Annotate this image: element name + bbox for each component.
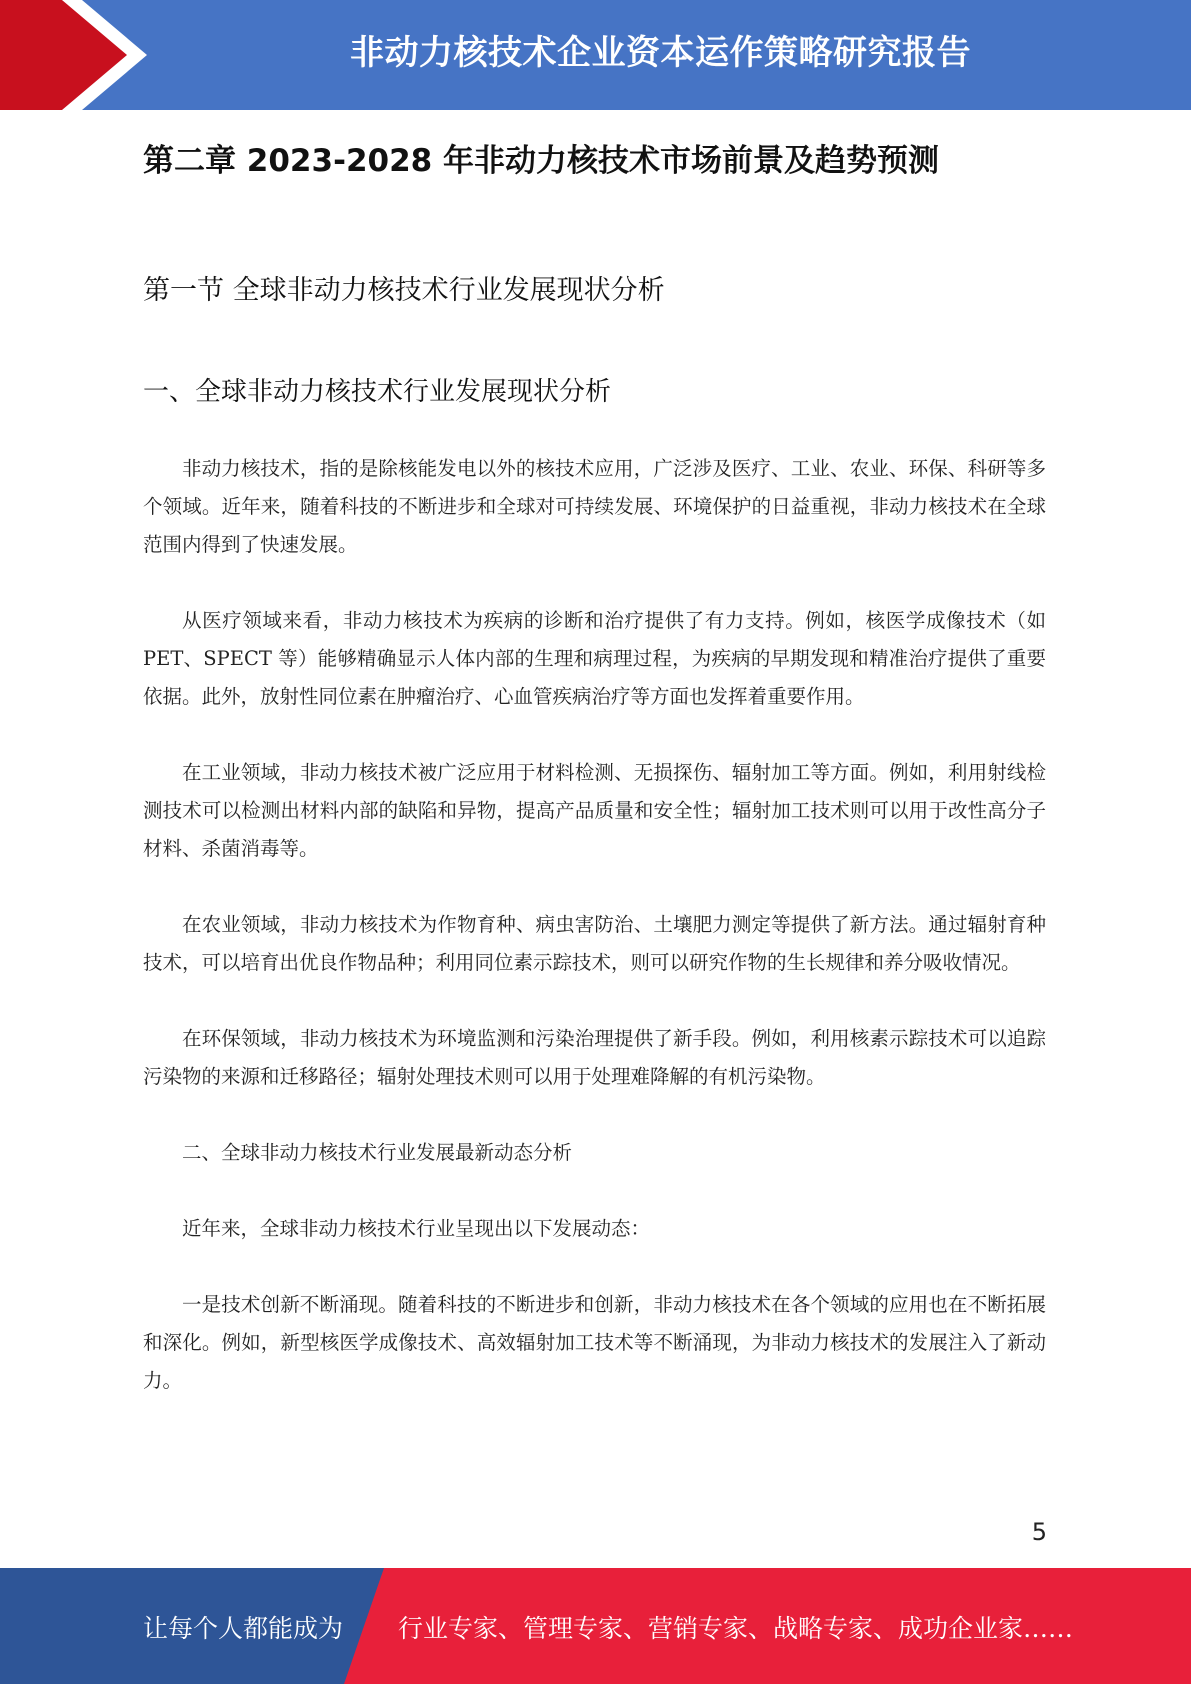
paragraph-agriculture: 在农业领域，非动力核技术为作物育种、病虫害防治、土壤肥力测定等提供了新方法。通过辐射育种技术，可以培育出优良作物品种；利用同位素示踪技术，则可以研究作物的生长规律和养分吸收情况。 xyxy=(143,913,1046,974)
chapter-title: 第二章 2023-2028 年非动力核技术市场前景及趋势预测 xyxy=(143,143,940,179)
section-title: 第一节 全球非动力核技术行业发展现状分析 xyxy=(143,275,665,306)
paragraph-innovation: 一是技术创新不断涌现。随着科技的不断进步和创新，非动力核技术在各个领域的应用也在不断拓展和深化。例如，新型核医学成像技术、高效辐射加工技术等不断涌现，为非动力核技术的发展注入了新动力。 xyxy=(143,1293,1046,1392)
body-text xyxy=(143,450,1046,1400)
paragraph-environment: 在环保领域，非动力核技术为环境监测和污染治理提供了新手段。例如，利用核素示踪技术可以追踪污染物的来源和迁移路径；辐射处理技术则可以用于处理难降解的有机污染物。 xyxy=(143,1027,1046,1088)
footer-slogan-left: 让每个人都能成为 xyxy=(143,1614,344,1643)
paragraph-industry: 在工业领域，非动力核技术被广泛应用于材料检测、无损探伤、辐射加工等方面。例如，利用射线检测技术可以检测出材料内部的缺陷和异物，提高产品质量和安全性；辐射加工技术则可以用于改性高分子材料、杀菌消毒等。 xyxy=(143,761,1046,860)
header-banner xyxy=(0,0,1191,110)
page-number: 5 xyxy=(1031,1518,1047,1546)
paragraph-medical: 从医疗领域来看，非动力核技术为疾病的诊断和治疗提供了有力支持。例如，核医学成像技术（如 PET、SPECT 等）能够精确显示人体内部的生理和病理过程，为疾病的早期发现和精准治疗提供了重要依据。此外，放射性同位素在肿瘤治疗、心血管疾病治疗等方面也发挥着重要作用。 xyxy=(143,609,1046,708)
footer-banner xyxy=(0,1568,1191,1684)
paragraph-trends-intro: 近年来，全球非动力核技术行业呈现出以下发展动态： xyxy=(182,1217,651,1240)
paragraph-intro: 非动力核技术，指的是除核能发电以外的核技术应用，广泛涉及医疗、工业、农业、环保、科研等多个领域。近年来，随着科技的不断进步和全球对可持续发展、环境保护的日益重视，非动力核技术在全球范围内得到了快速发展。 xyxy=(143,457,1046,556)
subheading-latest-trends: 二、全球非动力核技术行业发展最新动态分析 xyxy=(182,1141,573,1164)
report-title: 非动力核技术企业资本运作策略研究报告 xyxy=(350,33,971,73)
subsection-title: 一、全球非动力核技术行业发展现状分析 xyxy=(143,377,612,407)
page-content xyxy=(143,135,1046,1438)
footer-slogan-right: 行业专家、管理专家、营销专家、战略专家、成功企业家…… xyxy=(398,1614,1074,1643)
header-arrow-decoration xyxy=(0,0,160,110)
